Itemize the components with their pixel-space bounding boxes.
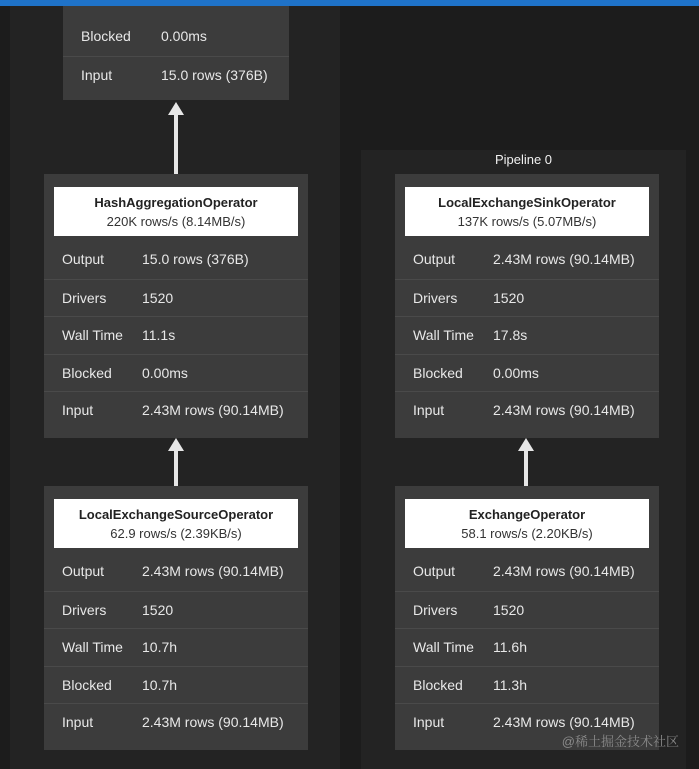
stat-row-drivers [395,279,659,317]
stat-row-blocked [395,354,659,392]
stat-row-wall-time [395,628,659,666]
operator-name: LocalExchangeSourceOperator [78,507,274,522]
stat-row-drivers [44,279,308,317]
stat-value: 2.43M rows (90.14MB) [142,714,284,730]
stat-value: 0.00ms [493,364,539,381]
stat-row-wall-time [44,316,308,354]
stat-value: 2.43M rows (90.14MB) [493,563,635,579]
stat-label: Output [413,251,456,267]
operator-header [405,187,649,236]
stat-row-blocked [63,18,289,56]
operator-local-exchange-source[interactable] [44,486,308,750]
stat-label: Wall Time [413,327,474,343]
stat-row-output [395,553,659,591]
operator-local-exchange-sink[interactable] [395,174,659,438]
stat-label: Wall Time [62,639,123,655]
stat-label: Drivers [62,289,107,306]
operator-header [54,187,298,236]
stat-row-output [395,241,659,279]
stat-value: 0.00ms [142,364,188,381]
stat-label: Blocked [62,676,112,693]
stat-value: 1520 [493,289,525,306]
stat-label: Output [62,251,105,267]
operator-name: HashAggregationOperator [94,195,258,210]
operator-rate: 58.1 rows/s (2.20KB/s) [461,526,593,541]
stat-row-blocked [44,354,308,392]
pipeline-title: Pipeline 0 [494,152,553,167]
stat-label: Output [62,563,105,579]
flow-arrow-up-icon [524,450,528,486]
stat-label: Drivers [413,289,458,306]
stat-row-output [44,241,308,279]
stat-label: Input [413,714,445,730]
stat-value: 10.7h [142,676,178,693]
stat-row-output [44,553,308,591]
operator-hash-aggregation[interactable] [44,174,308,438]
stat-label: Input [413,402,445,418]
stat-label: Blocked [62,364,112,381]
stat-label: Drivers [62,601,107,618]
operator-rate: 220K rows/s (8.14MB/s) [106,214,246,229]
stat-value: 10.7h [142,639,178,655]
stat-row-input [44,391,308,429]
stat-label: Input [81,66,113,83]
stat-value: 2.43M rows (90.14MB) [142,402,284,418]
flow-arrow-up-icon [174,114,178,174]
watermark: @稀土掘金技术社区 [561,734,679,749]
stat-label: Input [62,714,94,730]
stat-row-blocked [44,666,308,704]
stat-value: 2.43M rows (90.14MB) [493,402,635,418]
operator-name: ExchangeOperator [468,507,586,522]
stat-value: 17.8s [493,327,528,343]
stat-row-blocked [395,666,659,704]
operator-header [405,499,649,548]
stat-value: 15.0 rows (376B) [142,251,249,267]
stat-value: 2.43M rows (90.14MB) [493,714,635,730]
stat-row-drivers [44,591,308,629]
operator-rate: 62.9 rows/s (2.39KB/s) [110,526,242,541]
stat-value: 11.6h [493,639,527,655]
stat-row-wall-time [395,316,659,354]
stat-label: Blocked [81,28,131,44]
stat-value: 2.43M rows (90.14MB) [493,251,635,267]
operator-name: LocalExchangeSinkOperator [438,195,616,210]
operator-rate: 137K rows/s (5.07MB/s) [457,214,597,229]
flow-arrow-up-icon [174,450,178,486]
stat-label: Drivers [413,601,458,618]
stat-row-wall-time [44,628,308,666]
stat-value: 11.3h [493,676,527,693]
stat-label: Output [413,563,456,579]
stat-value: 11.1s [142,327,176,343]
operator-exchange[interactable] [395,486,659,750]
stat-value: 1520 [142,601,174,618]
stat-row-input [63,56,289,94]
operator-top-partial[interactable] [63,6,289,100]
stat-row-input [44,703,308,741]
stat-label: Input [62,402,94,418]
stat-label: Wall Time [62,327,123,343]
stat-label: Blocked [413,364,463,381]
stat-value: 15.0 rows (376B) [161,66,268,83]
stat-value: 1520 [493,601,525,618]
stat-value: 0.00ms [161,28,207,44]
stat-value: 2.43M rows (90.14MB) [142,563,284,579]
stat-label: Blocked [413,676,463,693]
operator-header [54,499,298,548]
stat-label: Wall Time [413,639,474,655]
stat-row-input [395,391,659,429]
stat-row-drivers [395,591,659,629]
stat-value: 1520 [142,289,174,306]
